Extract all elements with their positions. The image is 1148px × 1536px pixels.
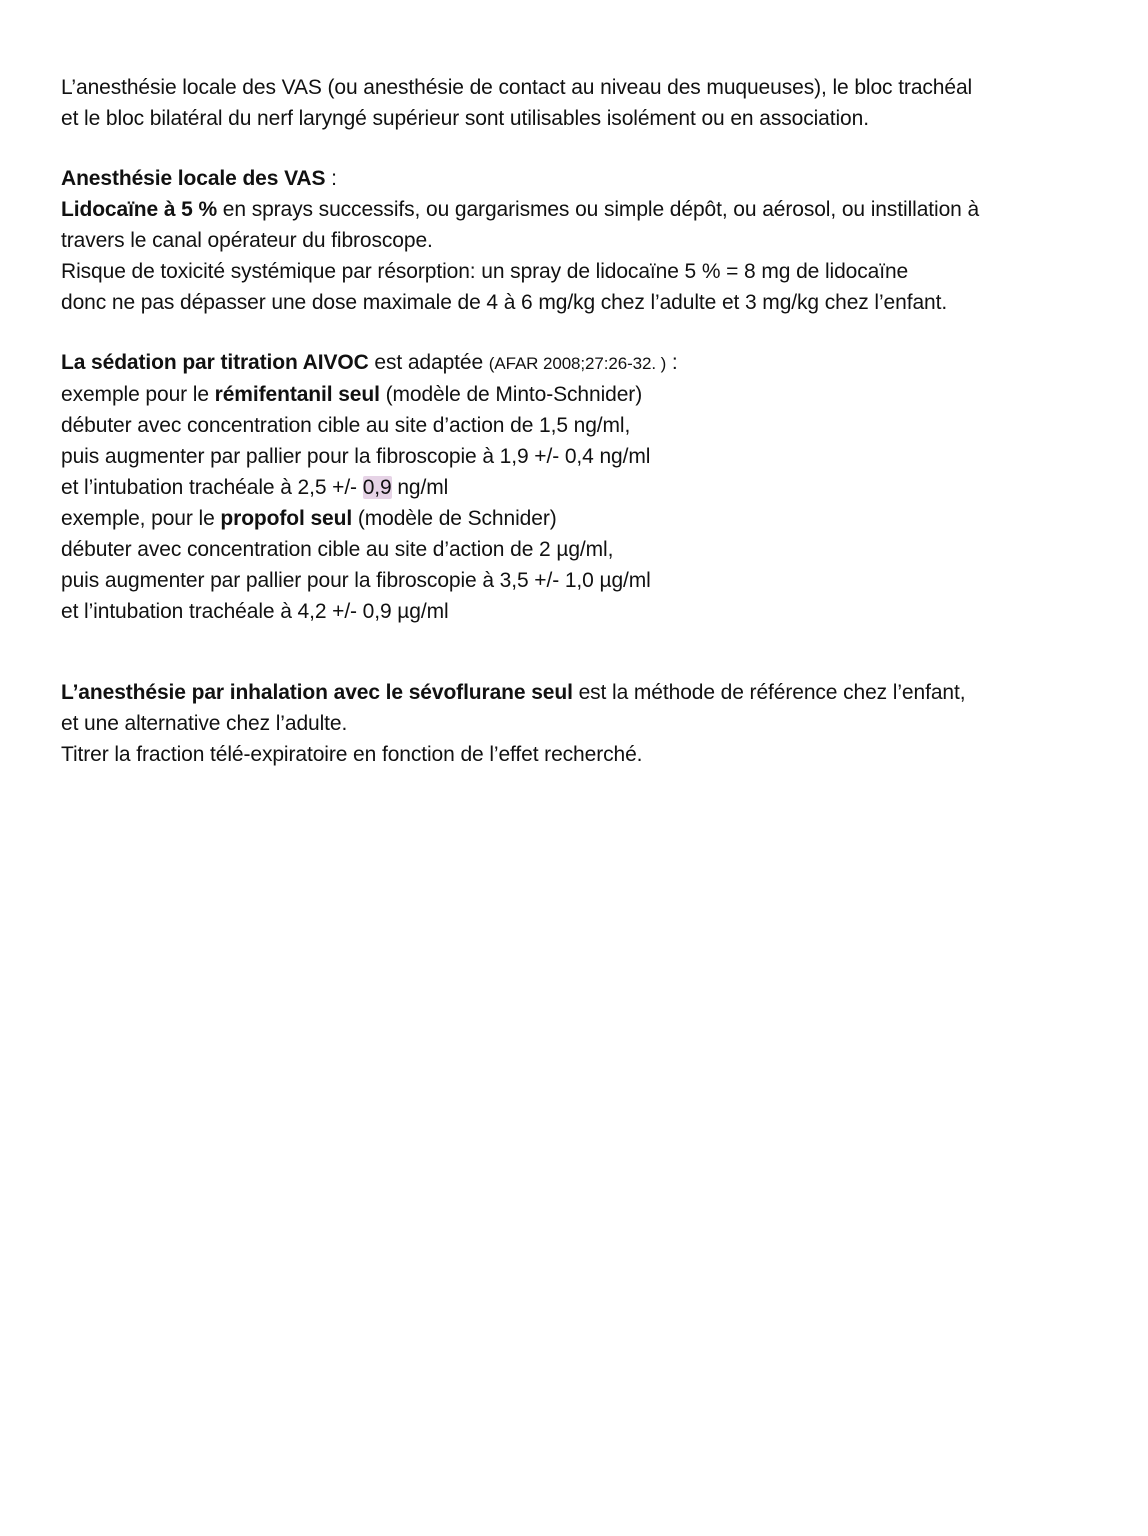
document-page <box>61 72 1121 770</box>
aivoc-reference: (AFAR 2008;27:26-32. ) <box>488 354 667 373</box>
aivoc-heading-line <box>61 347 1121 379</box>
aivoc-heading: La sédation par titration AIVOC <box>61 351 369 374</box>
inhalation-line-3: Titrer la fraction télé-expiratoire en fonction de l’effet recherché. <box>61 743 643 766</box>
remifentanil-intubation-prefix: et l’intubation trachéale à 2,5 +/- <box>61 476 363 499</box>
local-heading-suffix: : <box>325 167 337 190</box>
propofol-line <box>61 503 1121 534</box>
propofol-suffix: (modèle de Schnider) <box>352 507 557 530</box>
propofol-bold: propofol seul <box>220 507 353 530</box>
inhalation-line-1 <box>61 677 1121 708</box>
lidocaine-line <box>61 194 1121 225</box>
remifentanil-line <box>61 379 1121 410</box>
lidocaine-rest: en sprays successifs, ou gargarismes ou simple dépôt, ou aérosol, ou instillation à <box>217 198 980 221</box>
propofol-start: débuter avec concentration cible au site d’action de 2 µg/ml, <box>61 538 614 561</box>
propofol-prefix: exemple, pour le <box>61 507 221 530</box>
aivoc-heading-suffix: : <box>666 351 678 374</box>
local-anesthesia-section <box>61 163 1121 318</box>
intro-line-1: L’anesthésie locale des VAS (ou anesthésie de contact au niveau des muqueuses), le bloc trachéal <box>61 76 973 99</box>
propofol-fibroscopy: puis augmenter par pallier pour la fibroscopie à 3,5 +/- 1,0 µg/ml <box>61 569 651 592</box>
risk-line-2: donc ne pas dépasser une dose maximale de 4 à 6 mg/kg chez l’adulte et 3 mg/kg chez l’enfant. <box>61 291 948 314</box>
spacer <box>61 134 1121 163</box>
intro-paragraph <box>61 72 1121 134</box>
inhalation-line-2: et une alternative chez l’adulte. <box>61 712 348 735</box>
inhalation-rest: est la méthode de référence chez l’enfant, <box>572 681 966 704</box>
inhalation-bold: L’anesthésie par inhalation avec le sévoflurane seul <box>61 681 573 704</box>
spacer <box>61 318 1121 347</box>
highlighted-value: 0,9 <box>362 476 392 499</box>
lidocaine-line-2: travers le canal opérateur du fibroscope. <box>61 229 433 252</box>
lidocaine-bold: Lidocaïne à 5 % <box>61 198 218 221</box>
inhalation-section <box>61 677 1121 770</box>
risk-line-1: Risque de toxicité systémique par résorption: un spray de lidocaïne 5 % = 8 mg de lidocaïne <box>61 260 909 283</box>
spacer <box>61 627 1121 677</box>
local-heading-line <box>61 163 1121 194</box>
remifentanil-intubation-suffix: ng/ml <box>391 476 449 499</box>
local-heading: Anesthésie locale des VAS <box>61 167 326 190</box>
remifentanil-start: débuter avec concentration cible au site d’action de 1,5 ng/ml, <box>61 414 631 437</box>
propofol-intubation: et l’intubation trachéale à 4,2 +/- 0,9 µg/ml <box>61 600 449 623</box>
remifentanil-intubation <box>61 472 1121 503</box>
remifentanil-fibroscopy: puis augmenter par pallier pour la fibroscopie à 1,9 +/- 0,4 ng/ml <box>61 445 651 468</box>
remifentanil-suffix: (modèle de Minto-Schnider) <box>379 383 643 406</box>
intro-line-2: et le bloc bilatéral du nerf laryngé supérieur sont utilisables isolément ou en association. <box>61 107 869 130</box>
aivoc-section <box>61 347 1121 627</box>
aivoc-heading-mid: est adaptée <box>368 351 489 374</box>
remifentanil-bold: rémifentanil seul <box>214 383 380 406</box>
remifentanil-prefix: exemple pour le <box>61 383 215 406</box>
